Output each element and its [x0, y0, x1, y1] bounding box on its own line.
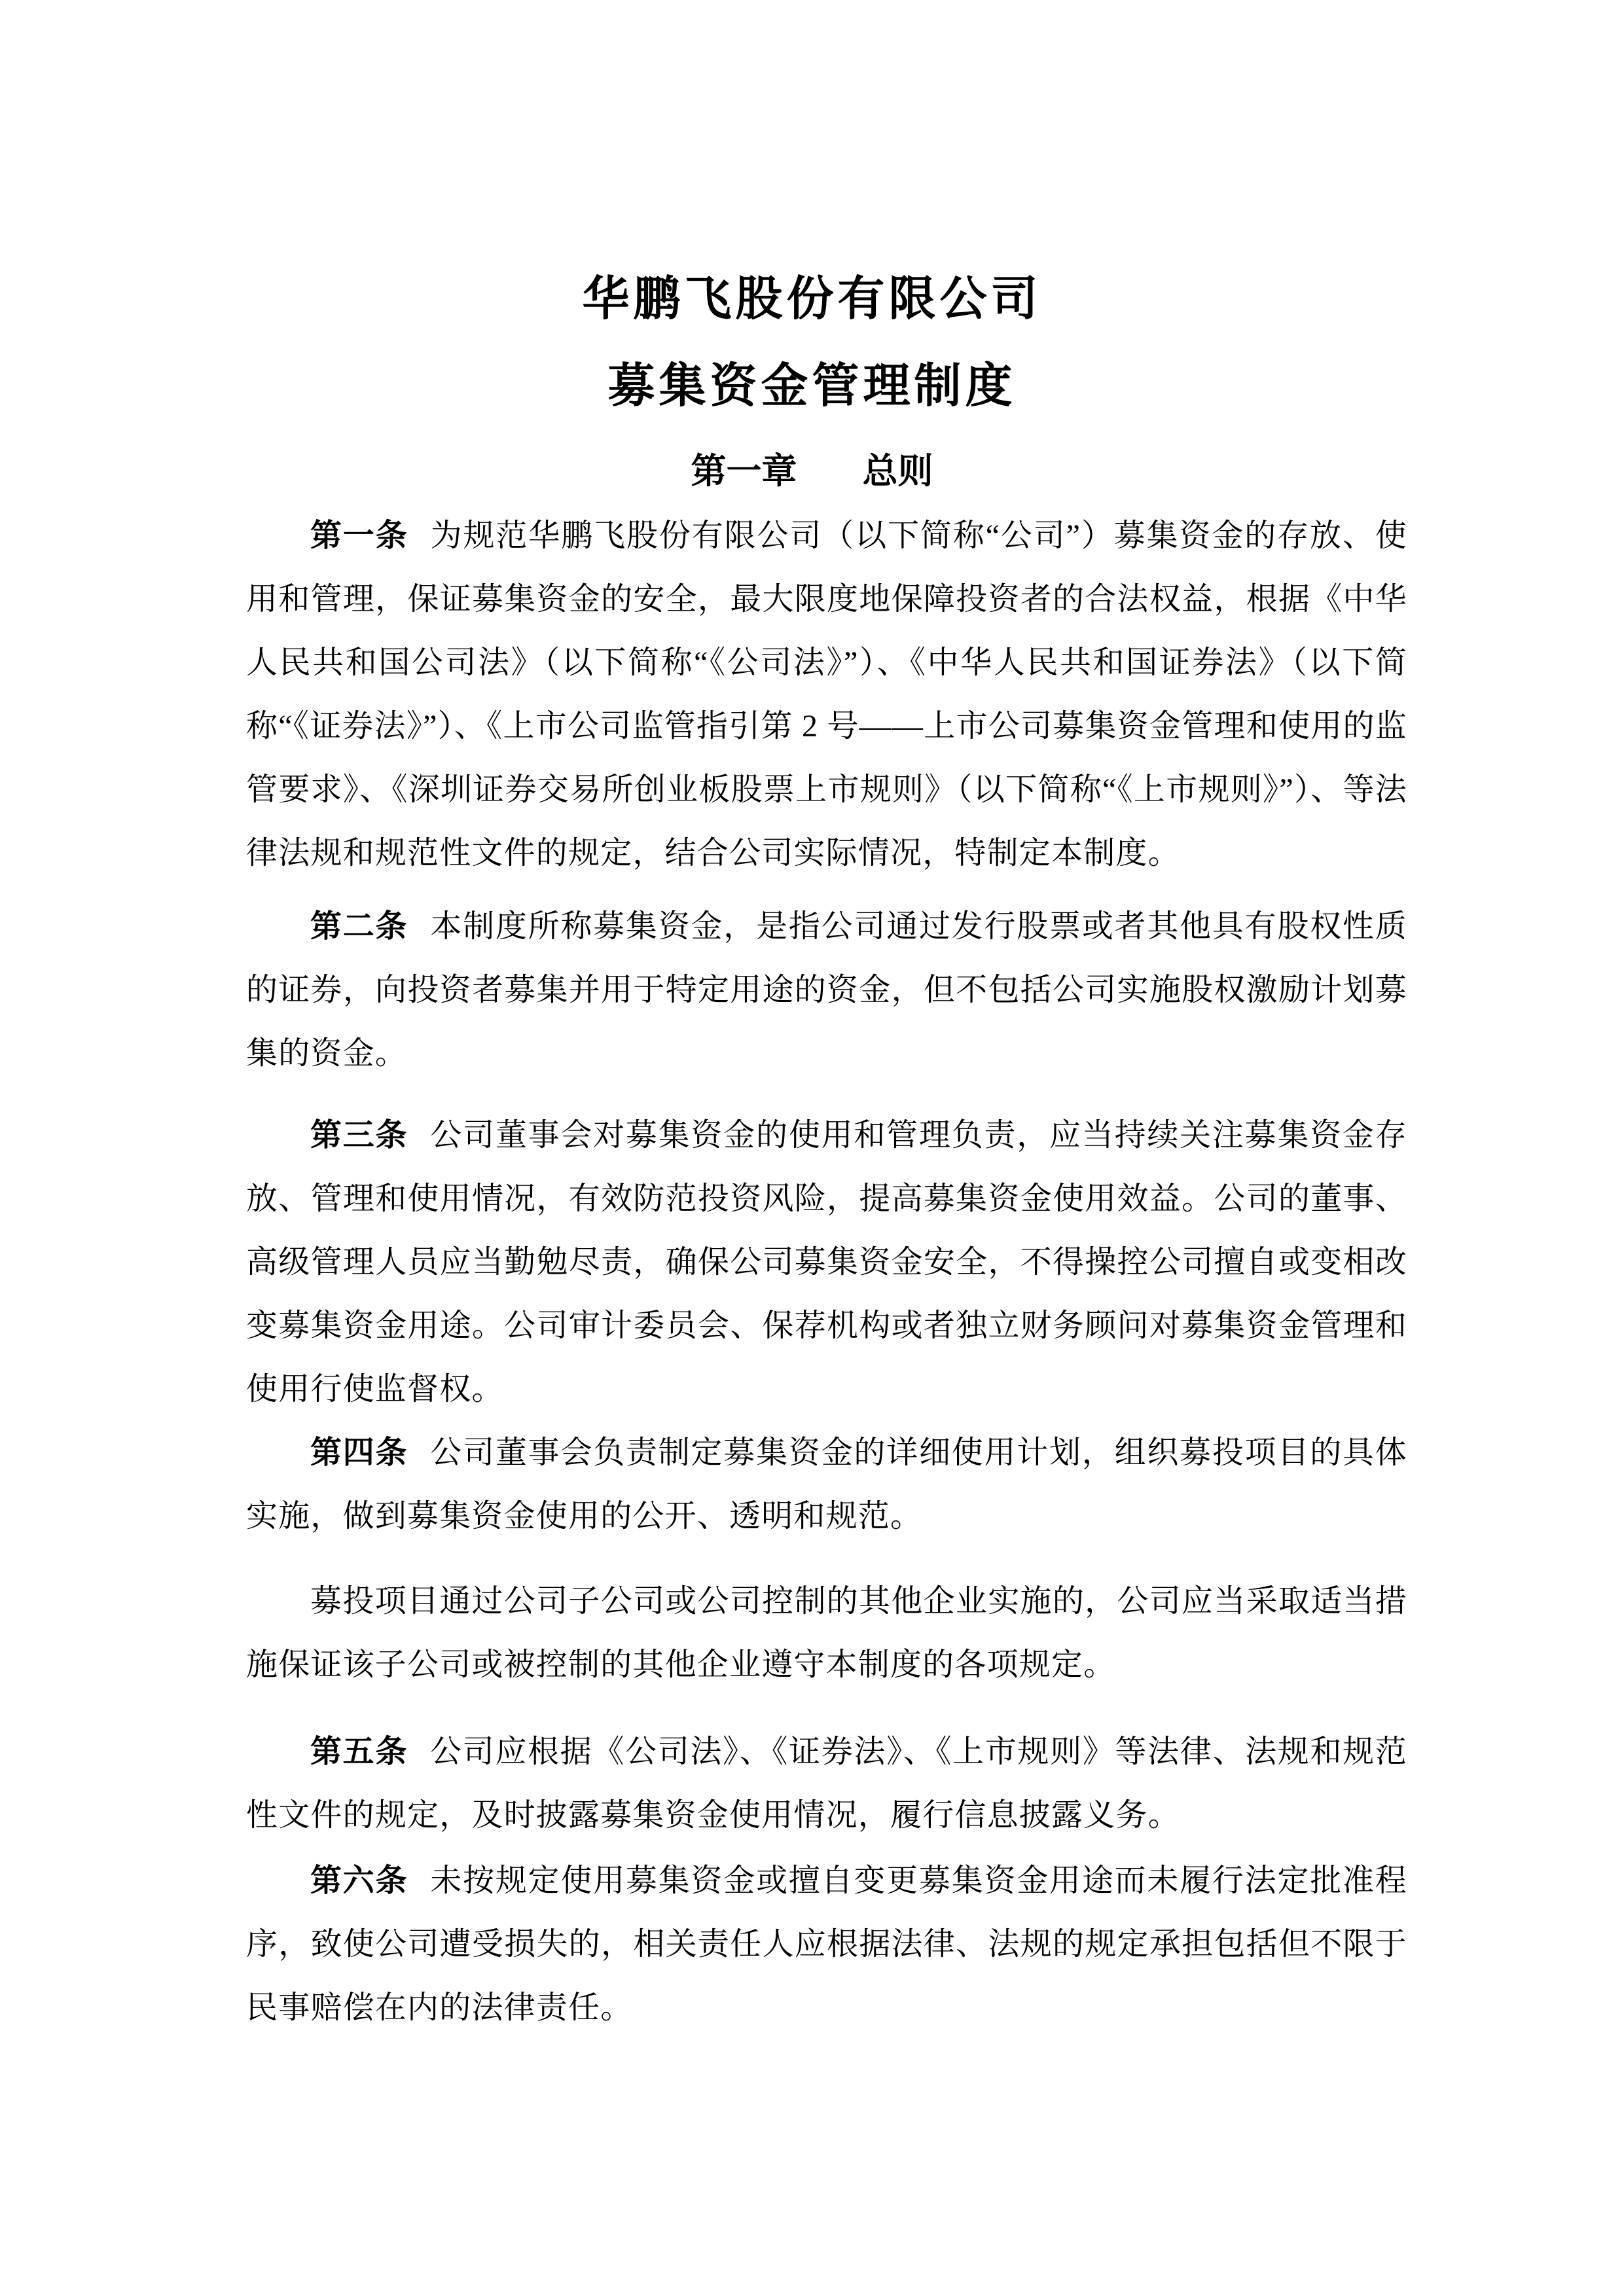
article-text: 募投项目通过公司子公司或公司控制的其他企业实施的，公司应当采取适当措施保证该子公司或被控制的其他企业遵守本制度的各项规定。 [246, 1584, 1407, 1682]
chapter-number: 第一章 [691, 452, 797, 491]
article-paragraph-3 [246, 1103, 1407, 1421]
document-title: 华鹏飞股份有限公司 [582, 273, 1042, 325]
article-number: 第三条 [310, 1118, 408, 1153]
article-paragraph-4 [246, 1421, 1407, 1548]
article-paragraph-6 [246, 1720, 1407, 1847]
article-paragraph-5 [246, 1570, 1407, 1696]
article-paragraph-2 [246, 895, 1407, 1085]
document-subtitle: 募集资金管理制度 [607, 360, 1017, 412]
article-text: 为规范华鹏飞股份有限公司（以下简称“公司”）募集资金的存放、使用和管理，保证募集资金的安全，最大限度地保障投资者的合法权益，根据《中华人民共和国公司法》（以下简称“《公司法》”）、《中华人民共和国证券法》（以下简称“《证券法》”）、《上市公司监管指引第 2 号——上市公司募集资金管理和使用的监管要求》、《深圳证券交易所创业板股票上市规则》（以下简称“《上市规则》”）、等法律法规和规范性文件的规定，结合公司实际情况，特制定本制度。 [246, 518, 1407, 870]
article-number: 第一条 [310, 518, 408, 553]
document-body [246, 504, 1407, 2039]
article-text: 公司董事会负责制定募集资金的详细使用计划，组织募投项目的具体实施，做到募集资金使用的公开、透明和规范。 [246, 1435, 1407, 1534]
article-number: 第五条 [310, 1734, 408, 1769]
article-paragraph-1 [246, 504, 1407, 885]
article-text: 公司应根据《公司法》、《证券法》、《上市规则》等法律、法规和规范性文件的规定，及时披露募集资金使用情况，履行信息披露义务。 [246, 1734, 1407, 1833]
article-number: 第二条 [310, 909, 408, 944]
article-text: 公司董事会对募集资金的使用和管理负责，应当持续关注募集资金存放、管理和使用情况，有效防范投资风险，提高募集资金使用效益。公司的董事、高级管理人员应当勤勉尽责，确保公司募集资金安全，不得操控公司擅自或变相改变募集资金用途。公司审计委员会、保荐机构或者独立财务顾问对募集资金管理和使用行使监督权。 [246, 1118, 1407, 1407]
article-number: 第六条 [310, 1863, 408, 1898]
article-text: 未按规定使用募集资金或擅自变更募集资金用途而未履行法定批准程序，致使公司遭受损失的，相关责任人应根据法律、法规的规定承担包括但不限于民事赔偿在内的法律责任。 [246, 1863, 1407, 2025]
chapter-title: 总则 [862, 452, 933, 491]
article-text: 本制度所称募集资金，是指公司通过发行股票或者其他具有股权性质的证券，向投资者募集并用于特定用途的资金，但不包括公司实施股权激励计划募集的资金。 [246, 909, 1407, 1071]
chapter-heading [0, 454, 1624, 489]
article-paragraph-7 [246, 1849, 1407, 2039]
article-number: 第四条 [310, 1435, 408, 1470]
